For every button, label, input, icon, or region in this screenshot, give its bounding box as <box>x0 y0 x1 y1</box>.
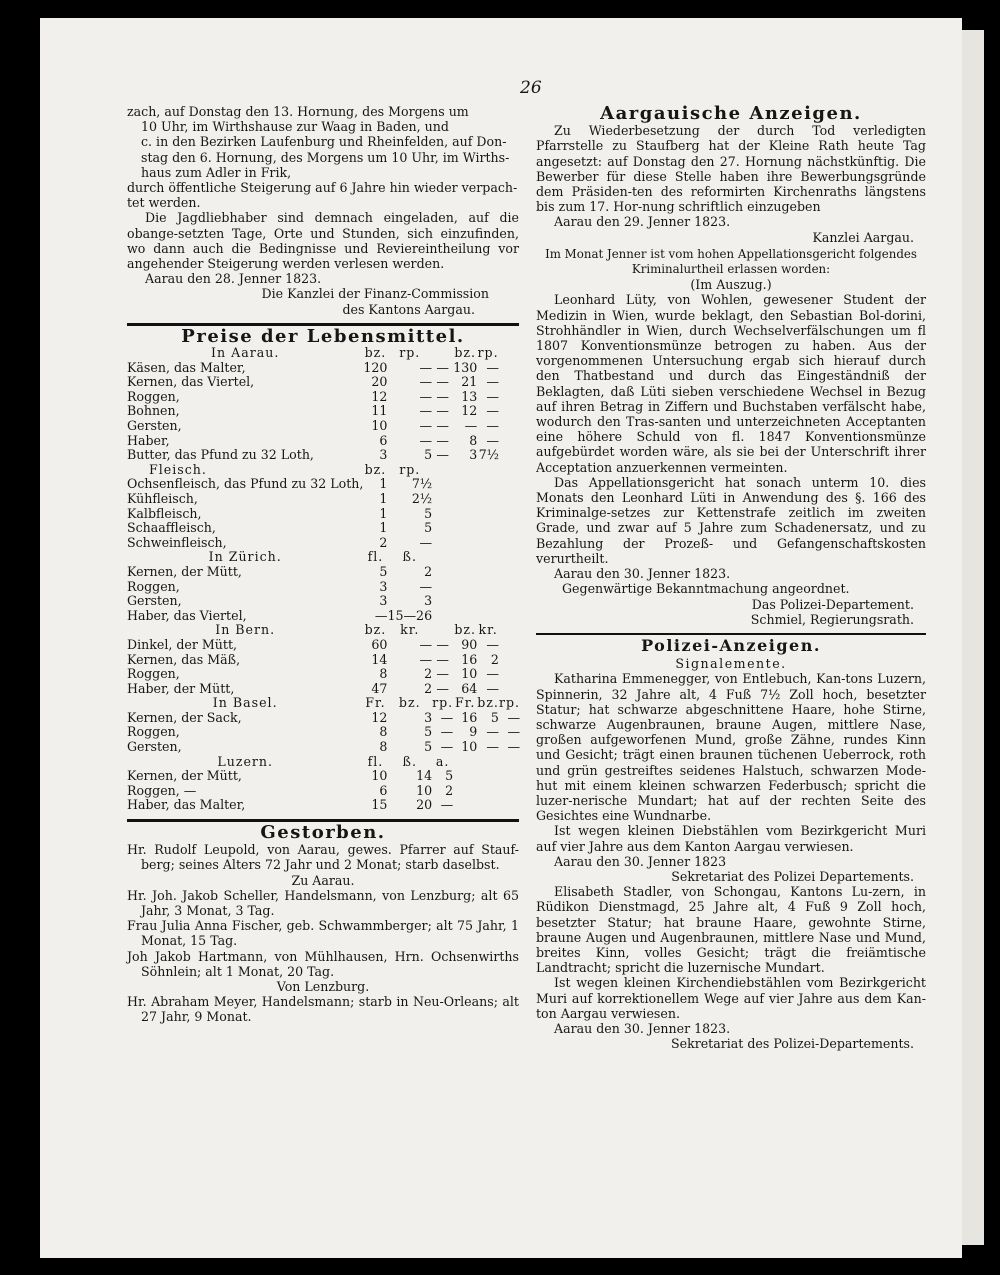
price-separator: — <box>436 651 449 667</box>
price-row <box>127 594 520 609</box>
price-value: 5 <box>490 709 499 725</box>
price-unit: fl. <box>367 753 384 769</box>
price-value: 2 <box>379 534 388 550</box>
price-item: Roggen, <box>127 724 180 740</box>
price-value: 12 <box>371 388 388 404</box>
price-value: 10 <box>461 666 478 682</box>
price-value: 5 <box>379 563 388 579</box>
price-value: 16 <box>461 651 478 667</box>
price-item: Dinkel, der Mütt, <box>127 636 238 652</box>
price-row <box>127 798 520 813</box>
price-value: — <box>486 359 499 375</box>
price-row <box>127 769 520 784</box>
price-value: 60 <box>371 636 388 652</box>
page-edge <box>962 30 984 1245</box>
price-row <box>127 521 520 536</box>
price-value: 14 <box>416 768 433 784</box>
death-entry: Hr. Joh. Jakob Scheller, Handelsmann, von Lenzburg; alt 65 Jahr, 3 Monat, 3 Tag. <box>127 887 519 919</box>
right-column <box>536 104 926 1051</box>
price-value: 2 <box>445 782 454 798</box>
intro-line: 10 Uhr, im Wirthshause zur Waag in Baden, und <box>141 119 449 135</box>
intro-line: stag den 6. Hornung, des Morgens um 10 Uhr, im Wirths- <box>141 149 510 165</box>
price-row <box>127 609 520 624</box>
pastor-notice-signature: Kanzlei Aargau. <box>812 229 914 245</box>
price-item: Kernen, der Sack, <box>127 709 242 725</box>
death-entry: Frau Julia Anna Fischer, geb. Schwammberger; alt 75 Jahr, 1 Monat, 15 Tag. <box>127 918 519 949</box>
price-value: — <box>486 388 499 404</box>
intro-line: c. in den Bezirken Laufenburg und Rheinfelden, auf Don- <box>141 134 507 150</box>
price-value: — <box>464 418 478 434</box>
price-value: — <box>419 432 433 448</box>
price-value: 3 <box>379 593 388 609</box>
price-value: — <box>419 388 433 404</box>
price-value: 10 <box>416 782 433 798</box>
price-value: 1 <box>379 505 388 521</box>
wanted-description: Katharina Emmenegger, von Entlebuch, Kan-tons Luzern, Spinnerin, 32 Jahre alt, 4 Fuß 7½ Zoll hoch, besetzter Statur; hat schwarze abgeschnittene Haare, hohe Stirne, schwarze Augenbraunen, braune Augen, mittlere Nase, großen aufgeworfenen Mund, große Zähne, rundes Kinn und Gesicht; trägt einen braunen tüchenen Ueberrock, roth und grün gestreiftes seidenes Halstuch, schwarzen Mode-hut mit einem kleinen schwarzen Federbusch; spricht die luzer-nerische Mundart; hat auf der rechten Seite des Gesichtes eine Wundnarbe. <box>536 671 926 824</box>
price-item: Kernen, der Mütt, <box>127 563 242 579</box>
price-section-header <box>127 463 520 478</box>
price-row <box>127 375 520 390</box>
price-value: 90 <box>461 636 478 652</box>
price-row <box>127 434 520 449</box>
price-value: — <box>440 797 454 813</box>
price-item: Haber, das Viertel, <box>127 607 247 623</box>
appeal-intro: Im Monat Jenner ist vom hohen Appellationsgericht folgendes <box>545 246 917 261</box>
price-row <box>127 784 520 799</box>
price-value: 8 <box>379 666 388 682</box>
price-row <box>127 682 520 697</box>
price-unit: rp. <box>498 695 521 711</box>
price-value: — <box>507 709 521 725</box>
price-value: — <box>486 666 499 682</box>
price-item: Käsen, das Malter, <box>127 359 246 375</box>
appeal-excerpt-note: (Im Auszug.) <box>690 277 772 293</box>
wanted-sentence: Ist wegen kleinen Kirchendiebstählen vom Bezirkgericht Muri auf korrektionellem Wege auf vier Jahre aus dem Kan-ton Aargau verwiesen. <box>536 975 926 1021</box>
price-separator: — <box>436 666 449 682</box>
price-row <box>127 653 520 668</box>
price-value: 5 <box>424 520 433 536</box>
price-value: — <box>419 651 433 667</box>
price-item: Gersten, <box>127 418 182 434</box>
wanted-sentence: Ist wegen kleinen Diebstählen vom Bezirkgericht Muri auf vier Jahre aus dem Kanton Aargau verwiesen. <box>536 823 926 854</box>
spacer <box>432 346 453 361</box>
pastor-notice-date: Aarau den 29. Jenner 1823. <box>554 214 731 230</box>
prices-title: Preise der Lebensmittel. <box>181 325 465 347</box>
price-item: Haber, der Mütt, <box>127 680 235 696</box>
appeal-intro: Kriminalurtheil erlassen worden: <box>631 262 831 277</box>
page-number: 26 <box>520 78 542 98</box>
price-unit: bz. <box>454 345 477 361</box>
appeal-signature: Das Polizei-Departement. <box>751 596 914 612</box>
price-value: 10 <box>461 739 478 755</box>
price-row <box>127 390 520 405</box>
price-unit: rp. <box>432 695 454 711</box>
price-value: — <box>440 724 454 740</box>
price-value: — <box>419 374 433 390</box>
appeal-verdict-paragraph: Das Appellationsgericht hat sonach unterm 10. dies Monats den Leonhard Lüti in Anwendung des §. 166 des Kriminalge-setzes zur Kettenstrafe zeitlich im zweiten Grade, und zwar auf 5 Jahre zum Schadenersatz, und zu Bezahlung der Prozeß- und Gefangenschaftskosten verurtheilt. <box>536 474 926 566</box>
intro-line: tet werden. <box>127 195 201 211</box>
price-value: 10 <box>371 768 388 784</box>
price-value: — <box>419 534 433 550</box>
price-separator: — <box>436 447 449 463</box>
price-section-title: In Zürich. <box>208 549 282 565</box>
place-heading: Zu Aarau. <box>291 872 355 888</box>
price-unit: rp. <box>399 345 421 361</box>
price-item: Gersten, <box>127 739 182 755</box>
price-separator: — <box>436 374 449 390</box>
price-item: Kernen, der Mütt, <box>127 768 242 784</box>
intro-line: haus zum Adler in Frik, <box>141 164 292 180</box>
price-value: — <box>486 680 499 696</box>
price-unit: ß. <box>402 549 417 565</box>
price-value: 5 <box>424 505 433 521</box>
price-section-title: In Basel. <box>212 695 278 711</box>
price-value: 1 <box>379 520 388 536</box>
price-value: 2 <box>424 563 433 579</box>
price-row <box>127 638 520 653</box>
police-signature: Sekretariat des Polizei-Departements. <box>670 1036 914 1052</box>
price-item: Kühfleisch, <box>127 490 198 506</box>
price-value: 130 <box>453 359 478 375</box>
price-value: 3 <box>379 447 388 463</box>
price-unit: rp. <box>399 461 421 477</box>
jagd-date: Aarau den 28. Jenner 1823. <box>145 271 322 287</box>
death-entry: Hr. Rudolf Leupold, von Aarau, gewes. Pfarrer auf Stauf-berg; seines Alters 72 Jahr und 2 Monat; starb daselbst. <box>127 842 519 873</box>
price-unit: a. <box>435 753 450 769</box>
price-item: Ochsenfleisch, das Pfund zu 32 Loth, <box>127 476 364 492</box>
price-unit: rp. <box>477 345 499 361</box>
price-row <box>127 536 520 551</box>
price-value: 21 <box>461 374 478 390</box>
price-value: — <box>486 374 499 390</box>
police-signature: Sekretariat des Polizei Departements. <box>671 868 914 884</box>
price-unit: Fr. <box>455 695 476 711</box>
section-rule <box>536 633 926 635</box>
price-value: 8 <box>379 739 388 755</box>
price-value: 6 <box>379 432 388 448</box>
price-row <box>127 448 520 463</box>
price-value: 120 <box>363 359 388 375</box>
price-value: 5 <box>424 739 433 755</box>
price-value: — <box>440 739 454 755</box>
price-value: 13 <box>461 388 478 404</box>
price-row <box>127 711 520 726</box>
price-value: 1 <box>379 490 388 506</box>
aargau-notices-title: Aargauische Anzeigen. <box>600 103 862 124</box>
price-value: 12 <box>371 709 388 725</box>
price-value: 8 <box>469 432 478 448</box>
police-subtitle: Signalemente. <box>675 656 787 672</box>
price-item: Kernen, das Viertel, <box>127 374 255 390</box>
price-value: — <box>486 636 499 652</box>
price-section-title: Fleisch. <box>149 461 207 477</box>
price-item: Schweinfleisch, <box>127 534 227 550</box>
place-heading: Von Lenzburg. <box>276 979 370 995</box>
price-value: — <box>486 724 499 740</box>
price-separator: — <box>436 432 449 448</box>
intro-line: zach, auf Donstag den 13. Hornung, des Morgens um <box>127 104 469 119</box>
price-unit: fl. <box>367 549 384 565</box>
price-value: 9 <box>469 724 478 740</box>
appeal-date: Aarau den 30. Jenner 1823. <box>554 566 731 582</box>
price-item: Haber, das Malter, <box>127 797 246 813</box>
spacer <box>432 623 453 638</box>
price-item: Butter, das Pfund zu 32 Loth, <box>127 447 314 463</box>
price-value: 7½ <box>478 447 499 463</box>
price-value: — <box>419 636 433 652</box>
price-value: — <box>486 432 499 448</box>
price-value: 12 <box>461 403 478 419</box>
price-value: 3 <box>469 447 478 463</box>
price-item: Roggen, — <box>127 782 197 798</box>
price-value: — <box>419 359 433 375</box>
price-value: 8 <box>379 724 388 740</box>
price-unit: bz. <box>364 461 387 477</box>
jagd-paragraph: Die Jagdliebhaber sind demnach eingeladen, auf die obange-setzten Tage, Orte und Stunden, sich einzufinden, wo dann auch die Bedingnisse und Reviereintheilung vor angehender Steigerung werden verlesen werden. <box>127 210 519 272</box>
price-table <box>127 346 520 813</box>
price-value: 2 <box>424 666 433 682</box>
price-separator: — <box>436 359 449 375</box>
price-item: Roggen, <box>127 578 180 594</box>
price-row <box>127 361 520 376</box>
price-value: 6 <box>379 782 388 798</box>
price-separator: — <box>436 403 449 419</box>
appeal-signature: Gegenwärtige Bekanntmachung angeordnet. <box>562 581 850 597</box>
price-row <box>127 725 520 740</box>
price-value: 2½ <box>411 490 433 506</box>
death-entry: Joh Jakob Hartmann, von Mühlhausen, Hrn. Ochsenwirths Söhnlein; alt 1 Monat, 20 Tag. <box>127 948 519 979</box>
gestorben-title: Gestorben. <box>260 822 386 844</box>
pastor-notice: Zu Wiederbesetzung der durch Tod verledigten Pfarrstelle zu Staufberg hat der Kleine Rath heute Tag angesetzt: auf Donstag den 27. Hornung nächstkünftig. Die Bewerber für diese Stelle haben ihre Bewerbungsgründe dem Präsiden-ten des reformirten Kirchenraths längstens bis zum 17. Hor-nung schriftlich einzugeben <box>536 123 926 215</box>
price-unit: bz. <box>477 695 499 711</box>
price-value: — <box>419 403 433 419</box>
appeal-verdict-paragraph: Leonhard Lüty, von Wohlen, gewesener Student der Medizin in Wien, wurde beklagt, den Sebastian Bol-dorini, Strohhändler in Wien, durch Wechselverfälschungen um fl 1807 Konventionsmünze betrogen zu haben. Aus der vorgenommenen Untersuchung ergab sich hierauf durch den Thatbestand und durch das Eingeständniß der Beklagten, daß Lüti sieben verschiedene Wechsel in Bezug auf ihren Betrag in Ziffern und Buchstaben verfälscht habe, wodurch den Tras-santen und unterzeichneten Acceptanten eine höhere Schuld von fl. 1847 Konventionsmünze aufgebürdet worden wäre, als sie bei der Unterschrift ihrer Acceptation anzuerkennen vermeinten. <box>536 292 926 475</box>
price-value: — <box>507 724 521 740</box>
price-unit: kr. <box>400 622 420 638</box>
price-value: 1 <box>379 476 388 492</box>
price-value: 5 <box>445 768 454 784</box>
price-separator: — <box>436 388 449 404</box>
price-value: 16 <box>461 709 478 725</box>
price-row <box>127 477 520 492</box>
price-item: Roggen, <box>127 666 180 682</box>
price-value: — <box>486 418 499 434</box>
price-value: 20 <box>371 374 388 390</box>
left-column <box>127 104 519 1025</box>
price-value: 3 <box>379 578 388 594</box>
jagd-signature-1: Die Kanzlei der Finanz-Commission <box>261 286 489 302</box>
price-item: Haber, <box>127 432 170 448</box>
price-unit: bz. <box>364 345 387 361</box>
police-date: Aarau den 30. Jenner 1823. <box>554 1020 731 1036</box>
price-row <box>127 419 520 434</box>
price-value: 7½ <box>411 476 433 492</box>
price-row <box>127 565 520 580</box>
price-value: — <box>486 739 499 755</box>
price-separator: — <box>436 680 449 696</box>
death-entry: Hr. Abraham Meyer, Handelsmann; starb in Neu-Orleans; alt 27 Jahr, 9 Monat. <box>127 994 519 1025</box>
price-section-header <box>127 755 520 770</box>
price-unit: bz. <box>454 622 477 638</box>
police-date: Aarau den 30. Jenner 1823 <box>554 853 727 869</box>
price-item: Gersten, <box>127 593 182 609</box>
price-row <box>127 667 520 682</box>
intro-line: durch öffentliche Steigerung auf 6 Jahre hin wieder verpach- <box>127 180 518 196</box>
price-section-header <box>127 696 520 711</box>
price-value: 3 <box>424 593 433 609</box>
price-item: Roggen, <box>127 388 180 404</box>
price-row <box>127 507 520 522</box>
price-section-header <box>127 550 520 565</box>
wanted-description: Elisabeth Stadler, von Schongau, Kantons Lu-zern, in Rüdikon Dienstmagd, 25 Jahre alt, 4 Fuß 9 Zoll hoch, besetzter Statur; hat braune Haare, gewohnte Stirne, braune Augen und Augenbraunen, mittlere Nase und Mund, breites Kinn, volles Gesicht; trägt die freiämtische Landtracht; spricht die luzernische Mundart. <box>536 884 926 976</box>
price-separator: — <box>436 636 449 652</box>
price-value: 15—26 <box>387 607 433 623</box>
price-section-header <box>127 623 520 638</box>
price-value: 10 <box>371 418 388 434</box>
price-value: 11 <box>371 403 388 419</box>
price-value: 64 <box>461 680 478 696</box>
price-item: Bohnen, <box>127 403 180 419</box>
price-value: — <box>419 418 433 434</box>
price-unit: kr. <box>478 622 498 638</box>
price-item: Kernen, das Mäß, <box>127 651 241 667</box>
price-item: Schaaffleisch, <box>127 520 216 536</box>
price-value: 3 <box>424 709 433 725</box>
price-separator: — <box>436 418 449 434</box>
price-value: 20 <box>416 797 433 813</box>
price-value: 14 <box>371 651 388 667</box>
price-row <box>127 404 520 419</box>
price-section-title: In Bern. <box>215 622 276 638</box>
price-section-title: Luzern. <box>217 753 274 769</box>
price-unit: bz. <box>364 622 387 638</box>
jagd-signature-2: des Kantons Aargau. <box>342 301 475 317</box>
price-row <box>127 740 520 755</box>
price-value: — <box>507 739 521 755</box>
price-value: 5 <box>424 724 433 740</box>
price-value: 5 <box>424 447 433 463</box>
price-value: — <box>486 403 499 419</box>
price-unit: Fr. <box>365 695 386 711</box>
price-unit: ß. <box>402 753 417 769</box>
price-row <box>127 580 520 595</box>
price-value: — <box>440 709 454 725</box>
police-notices-title: Polizei-Anzeigen. <box>641 635 821 655</box>
appeal-signature: Schmiel, Regierungsrath. <box>750 611 914 627</box>
price-value: — <box>374 607 388 623</box>
price-value: — <box>419 578 433 594</box>
price-section-title: In Aarau. <box>211 345 280 361</box>
intro-lines <box>127 104 519 210</box>
price-section-header <box>127 346 520 361</box>
price-value: 2 <box>424 680 433 696</box>
price-unit: bz. <box>398 695 421 711</box>
price-value: 15 <box>371 797 388 813</box>
price-value: 47 <box>371 680 388 696</box>
price-row <box>127 492 520 507</box>
price-value: 2 <box>490 651 499 667</box>
price-item: Kalbfleisch, <box>127 505 202 521</box>
